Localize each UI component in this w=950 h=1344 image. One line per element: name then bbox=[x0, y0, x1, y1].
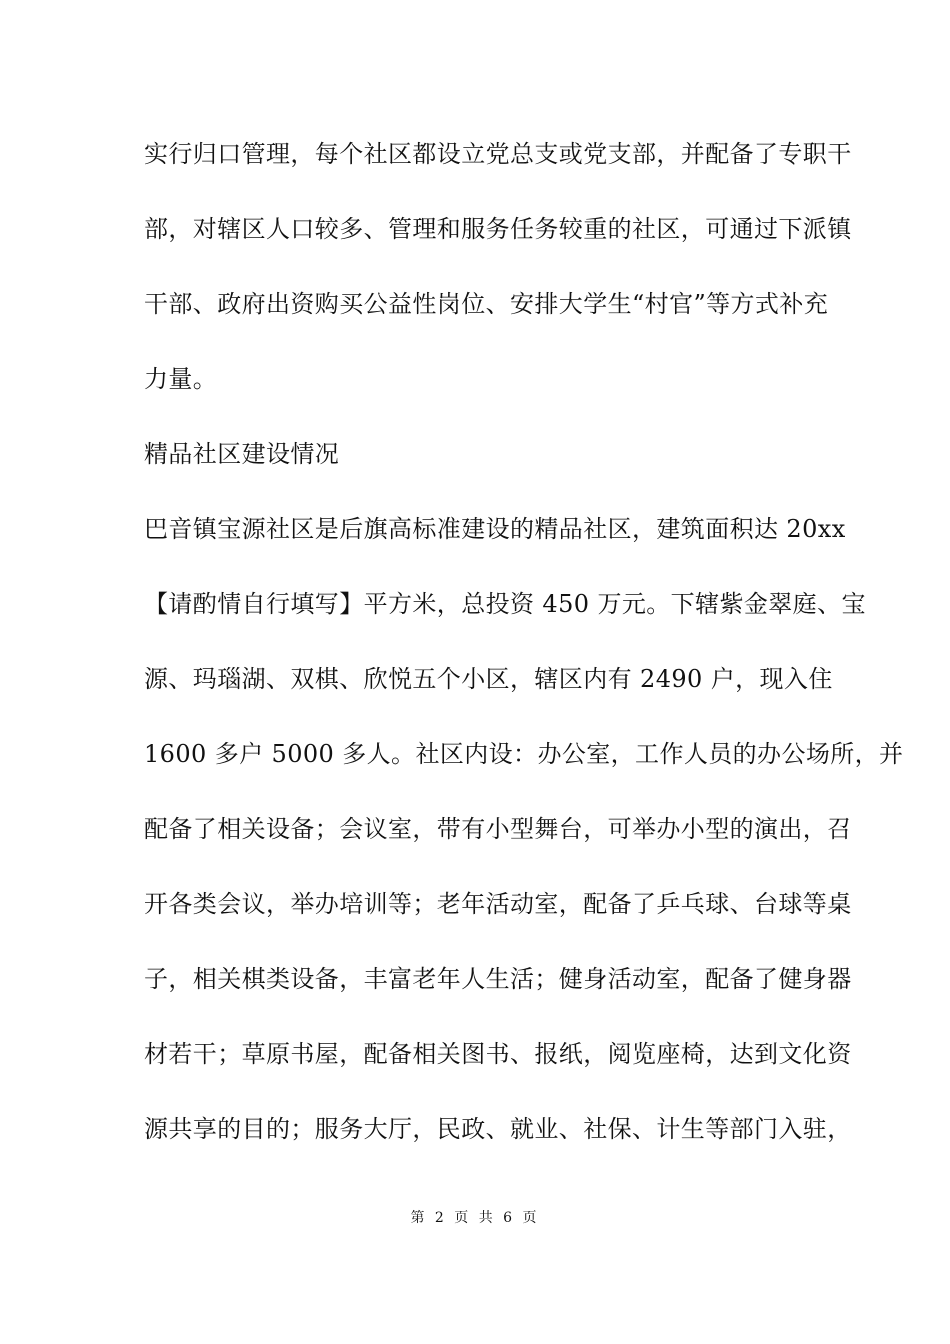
body-text-line: 材若干；草原书屋，配备相关图书、报纸，阅览座椅，达到文化资 bbox=[144, 1040, 852, 1068]
body-text-line: 源共享的目的；服务大厅，民政、就业、社保、计生等部门入驻， bbox=[144, 1115, 852, 1143]
body-text-line: 巴音镇宝源社区是后旗高标准建设的精品社区，建筑面积达 20xx bbox=[144, 515, 846, 543]
body-text-line: 源、玛瑙湖、双棋、欣悦五个小区，辖区内有 2490 户，现入住 bbox=[144, 665, 833, 693]
body-text-line: 干部、政府出资购买公益性岗位、安排大学生“村官”等方式补充 bbox=[144, 290, 829, 318]
body-text-line: 力量。 bbox=[144, 365, 218, 393]
body-text-line: 部，对辖区人口较多、管理和服务任务较重的社区，可通过下派镇 bbox=[144, 215, 852, 243]
body-text-line: 【请酌情自行填写】平方米，总投资 450 万元。下辖紫金翠庭、宝 bbox=[144, 590, 866, 618]
body-text-line: 配备了相关设备；会议室，带有小型舞台，可举办小型的演出，召 bbox=[144, 815, 852, 843]
body-text-line: 开各类会议，举办培训等；老年活动室，配备了乒乓球、台球等桌 bbox=[144, 890, 852, 918]
page-number: 第 2 页 共 6 页 bbox=[410, 1210, 540, 1226]
body-text-line: 实行归口管理，每个社区都设立党总支或党支部，并配备了专职干 bbox=[144, 140, 852, 168]
section-heading: 精品社区建设情况 bbox=[144, 440, 340, 468]
body-text-line: 子，相关棋类设备，丰富老年人生活；健身活动室，配备了健身器 bbox=[144, 965, 852, 993]
body-text-line: 1600 多户 5000 多人。社区内设：办公室，工作人员的办公场所，并 bbox=[144, 740, 904, 768]
